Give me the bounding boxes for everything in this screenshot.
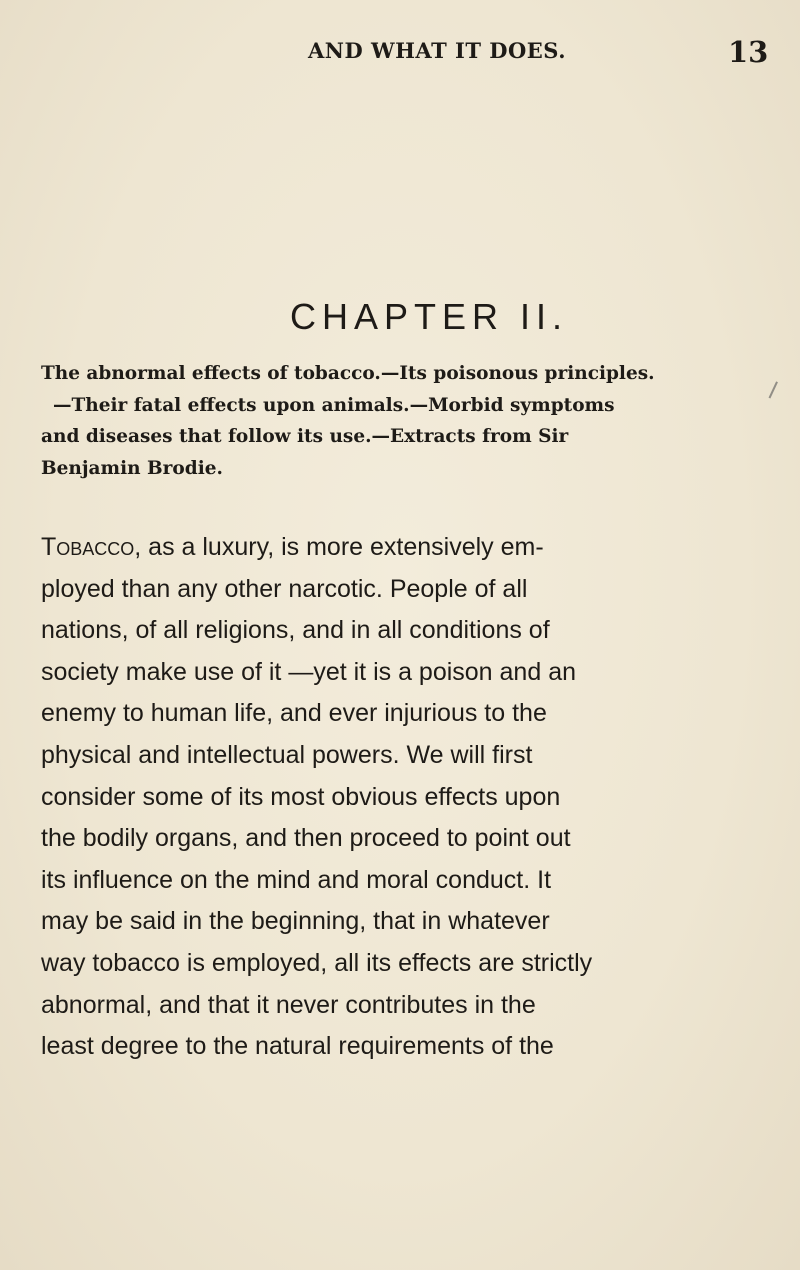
page-number: 13 (728, 35, 769, 69)
body-line (41, 527, 766, 569)
running-title: AND WHAT IT DOES. (308, 38, 567, 63)
body-line: least degree to the natural requirements of the (41, 1032, 554, 1061)
body-line: its influence on the mind and moral conduct. It (41, 865, 552, 894)
body-line: way tobacco is employed, all its effects are strictly (41, 948, 593, 977)
chapter-synopsis (41, 358, 771, 484)
running-head (0, 35, 800, 78)
body-line: ployed than any other narcotic. People of all (41, 574, 528, 603)
synopsis-line: and diseases that follow its use.—Extracts from Sir (41, 426, 569, 447)
body-line: may be said in the beginning, that in whatever (41, 907, 550, 936)
body-line: nations, of all religions, and in all conditions of (41, 616, 550, 645)
chapter-title: CHAPTER II. (289, 296, 569, 337)
synopsis-line: The abnormal effects of tobacco.—Its poisonous principles. (41, 363, 655, 384)
body-line: enemy to human life, and ever injurious to the (41, 699, 547, 728)
body-line: abnormal, and that it never contributes in the (41, 990, 536, 1019)
body-paragraph (41, 527, 766, 1068)
body-line: consider some of its most obvious effects upon (41, 782, 561, 811)
body-line: the bodily organs, and then proceed to point out (41, 824, 571, 853)
first-line-rest: as a luxury, is more extensively em- (141, 533, 544, 561)
synopsis-line: —Their fatal effects upon animals.—Morbid symptoms (53, 394, 615, 416)
synopsis-line: Benjamin Brodie. (41, 457, 223, 479)
opening-word: Tobacco, (41, 533, 142, 561)
body-line: physical and intellectual powers. We will first (41, 740, 533, 769)
body-line: society make use of it —yet it is a poison and an (41, 657, 576, 686)
